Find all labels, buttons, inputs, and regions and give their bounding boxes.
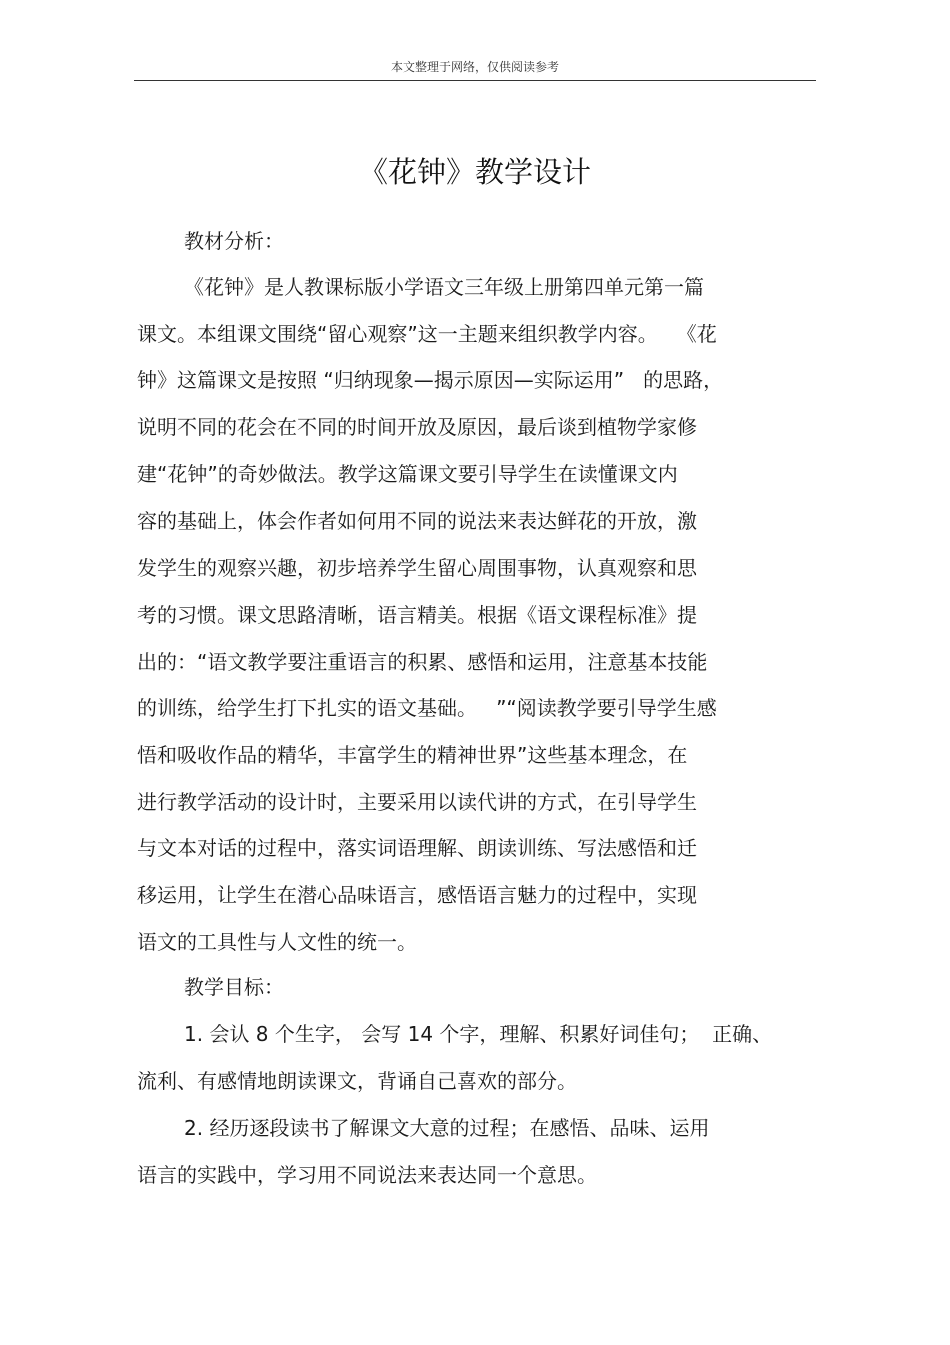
paragraph-line: 移运用，让学生在潜心品味语言，感悟语言魅力的过程中，实现 <box>137 883 697 907</box>
goal-line: 流利、有感情地朗读课文，背诵自己喜欢的部分。 <box>137 1069 577 1093</box>
paragraph-line: 课文。本组课文围绕“留心观察”这一主题来组织教学内容。 《花 <box>137 322 717 346</box>
paragraph-line: 发学生的观察兴趣，初步培养学生留心周围事物，认真观察和思 <box>137 556 697 580</box>
paragraph-line: 出的：“语文教学要注重语言的积累、感悟和运用，注意基本技能 <box>137 650 708 674</box>
paragraph-line: 容的基础上，体会作者如何用不同的说法来表达鲜花的开放，激 <box>137 509 697 533</box>
paragraph-line: 与文本对话的过程中，落实词语理解、朗读训练、写法感悟和迁 <box>137 836 697 860</box>
document-title: 《花钟》教学设计 <box>358 155 591 189</box>
page-header: 本文整理于网络，仅供阅读参考 <box>390 60 559 74</box>
paragraph-line: 钟》这篇课文是按照 “归纳现象—揭示原因—实际运用” 的思路， <box>137 368 724 392</box>
paragraph-line: 说明不同的花会在不同的时间开放及原因，最后谈到植物学家修 <box>137 415 697 439</box>
paragraph-line: 建“花钟”的奇妙做法。教学这篇课文要引导学生在读懂课文内 <box>137 462 678 486</box>
goal-line: 语言的实践中，学习用不同说法来表达同一个意思。 <box>137 1163 597 1187</box>
paragraph-line: 《花钟》是人教课标版小学语文三年级上册第四单元第一篇 <box>184 275 704 299</box>
paragraph-line: 的训练，给学生打下扎实的语文基础。 ”“阅读教学要引导学生感 <box>137 696 717 720</box>
header-divider <box>134 80 816 81</box>
goals-heading: 教学目标： <box>184 975 284 999</box>
paragraph-line: 进行教学活动的设计时，主要采用以读代讲的方式，在引导学生 <box>137 790 697 814</box>
analysis-heading: 教材分析： <box>184 229 284 253</box>
goal-line: 2. 经历逐段读书了解课文大意的过程；在感悟、品味、运用 <box>184 1116 710 1140</box>
paragraph-line: 语文的工具性与人文性的统一。 <box>137 930 417 954</box>
paragraph-line: 悟和吸收作品的精华，丰富学生的精神世界”这些基本理念，在 <box>137 743 688 767</box>
goal-line: 1. 会认 8 个生字， 会写 14 个字，理解、积累好词佳句； 正确、 <box>184 1022 773 1046</box>
paragraph-line: 考的习惯。课文思路清晰，语言精美。根据《语文课程标准》提 <box>137 603 697 627</box>
